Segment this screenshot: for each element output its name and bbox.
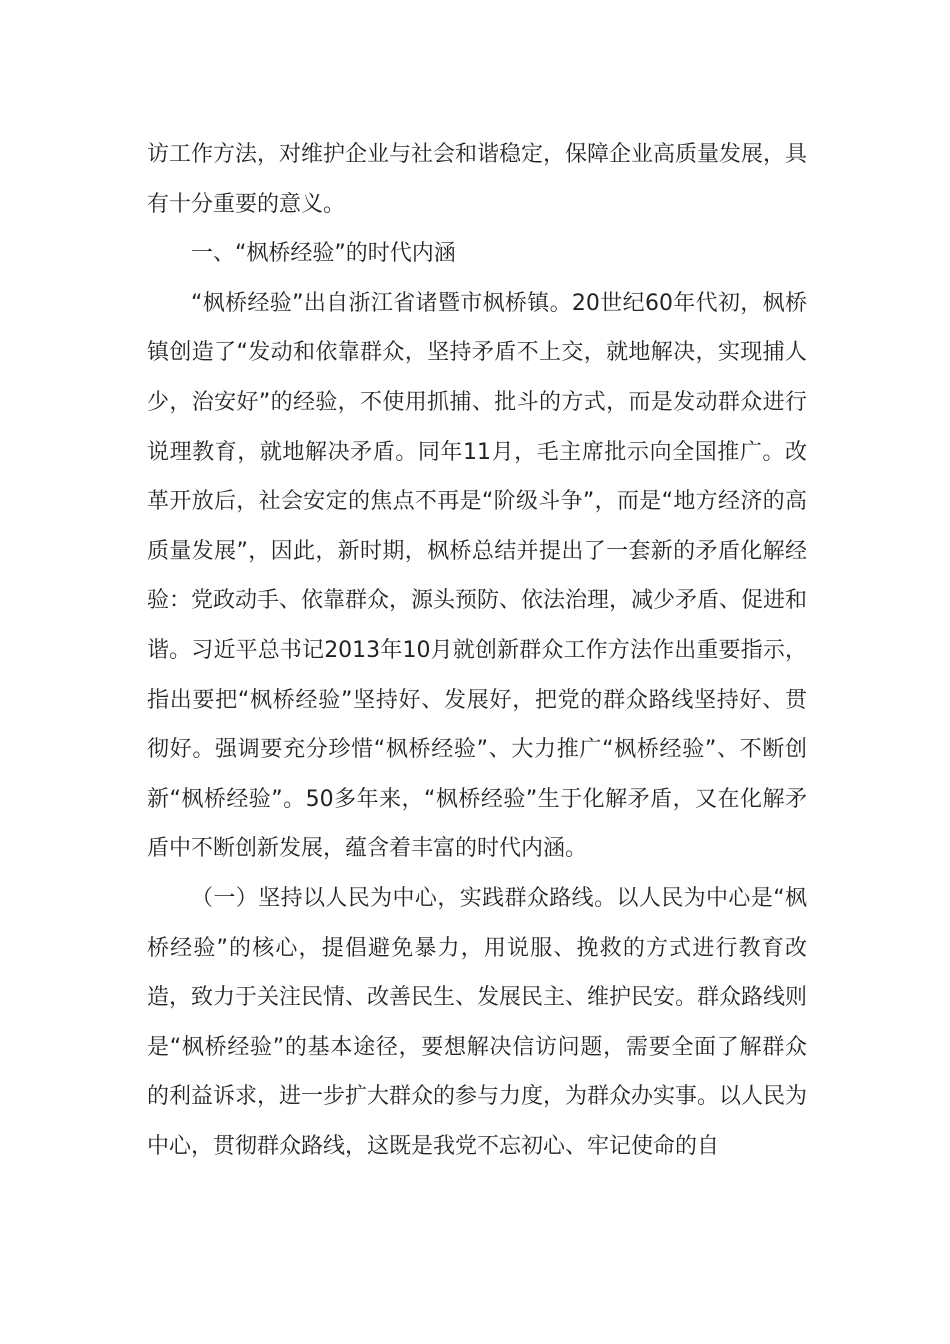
paragraph-body: “枫桥经验”出自浙江省诸暨市枫桥镇。20世纪60年代初，枫桥镇创造了“发动和依靠群众，坚持矛盾不上交，就地解决，实现捕人少，治安好”的经验，不使用抓捕、批斗的方式，而是发动群众进行说理教育，就地解决矛盾。同年11月，毛主席批示向全国推广。改革开放后，社会安定的焦点不再是“阶级斗争”，而是“地方经济的高质量发展”，因此，新时期，枫桥总结并提出了一套新的矛盾化解经验：党政动手、依靠群众，源头预防、依法治理，减少矛盾、促进和谐。习近平总书记2013年10月就创新群众工作方法作出重要指示，指出要把“枫桥经验”坚持好、发展好，把党的群众路线坚持好、贯彻好。强调要充分珍惜“枫桥经验”、大力推广“枫桥经验”、不断创新“枫桥经验”。50多年来，“枫桥经验”生于化解矛盾，又在化解矛盾中不断创新发展，蕴含着丰富的时代内涵。 <box>147 290 808 862</box>
paragraph-continuation: 访工作方法，对维护企业与社会和谐稳定，保障企业高质量发展，具有十分重要的意义。 <box>147 142 808 217</box>
document-body <box>147 130 807 1171</box>
section-heading: 一、“枫桥经验”的时代内涵 <box>191 241 456 267</box>
paragraph-body: （一）坚持以人民为中心，实践群众路线。以人民为中心是“枫桥经验”的核心，提倡避免暴力，用说服、挽救的方式进行教育改造，致力于关注民情、改善民生、发展民主、维护民安。群众路线则是“枫桥经验”的基本途径，要想解决信访问题，需要全面了解群众的利益诉求，进一步扩大群众的参与力度，为群众办实事。以人民为中心，贯彻群众路线，这既是我党不忘初心、牢记使命的自 <box>147 885 808 1159</box>
